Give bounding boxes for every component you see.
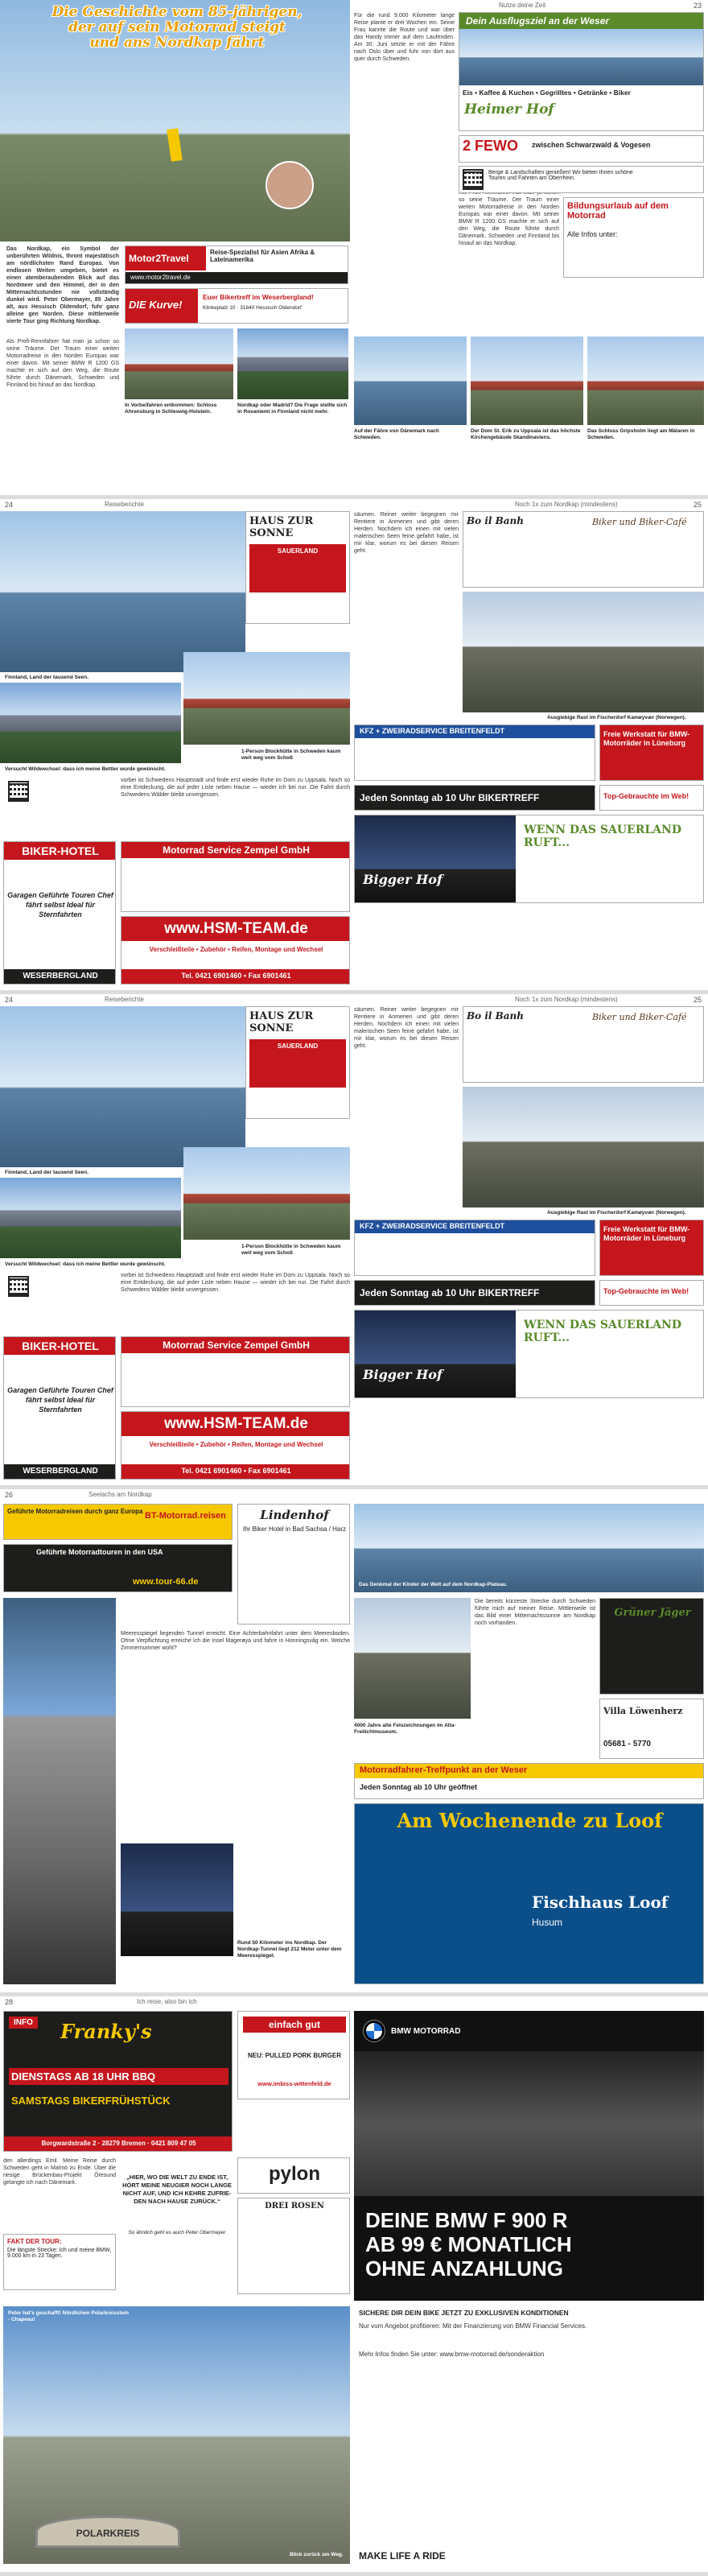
kfz-headline: KFZ + ZWEIRADSERVICE BREITENFELDT	[355, 725, 595, 738]
ad-kfz-breitenfeldt[interactable]	[354, 724, 595, 781]
fact-head: FAKT DER TOUR:	[7, 2238, 62, 2245]
page-header-right: Nutze deine Zeit	[499, 2, 546, 9]
caption-bikers: Versucht Wildwechsel: dass ich meine Bettler wurde gewünscht.	[5, 1261, 166, 1267]
ad-drei-rosen[interactable]	[237, 2198, 350, 2294]
body-left: vorbei ist Schwedens Hauptstadt und finde erst wieder Ruhe im Dom zu Uppsala. Noch so eine Entdeckung, die auf jeder Liste neben Hause — wieder ich bei nur. Die Fahrt durch Schwedens Wälder bleibt unvergessen.	[121, 778, 350, 798]
dreirosen-logo: DREI ROSEN	[265, 2202, 324, 2211]
biker-cafe-label: Biker und Biker-Café	[592, 517, 687, 527]
ad-top-gebrauchte[interactable]	[599, 1280, 704, 1306]
ad-haus-zur-sonne[interactable]	[245, 1006, 350, 1119]
ad-bildungsurlaub[interactable]	[563, 197, 704, 278]
quote: „HIER, WO DIE WELT ZU ENDE IST, HÖRT MEINE NEUGIER NOCH LANGE NICHT AUF, UND ICH KEHRE ZUFRIE-DEN NACH HAUSE ZURÜCK.“	[122, 2174, 232, 2205]
photo-dom-uppsala	[471, 336, 583, 425]
ad-hsm-team[interactable]	[121, 916, 350, 985]
qr-code-icon	[463, 169, 484, 190]
qr-code-icon	[8, 781, 29, 802]
bmw-headline-2: AB 99 € MONATLICH	[365, 2232, 572, 2256]
bt-sub: Geführte Motorradreisen durch ganz Europa	[7, 1508, 143, 1515]
bikerhotel-logo: BIKER-HOTEL	[4, 842, 116, 860]
bmw-brand: BMW MOTORRAD	[391, 2027, 461, 2036]
heimer-logo: Heimer Hof	[464, 101, 554, 118]
sauerland-headline: WENN DAS SAUERLAND RUFT...	[524, 824, 681, 849]
photo-polarkreis	[3, 2306, 350, 2564]
frankys-logo: Franky's	[60, 2020, 152, 2043]
ad-gruener-jaeger[interactable]	[599, 1598, 704, 1695]
ad-zempel[interactable]	[121, 841, 350, 912]
hsm-phone: Tel. 0421 6901460 • Fax 6901461	[121, 1464, 350, 1479]
villa-logo: Villa Löwenherz	[603, 1706, 683, 1716]
lindenhof-sub: Ihr Biker Hotel in Bad Sachsa / Harz	[242, 1525, 347, 1533]
heimer-headline: Dein Ausflugsziel an der Weser	[459, 13, 704, 29]
kurve-text: Euer Bikertreff im Weserbergland!	[203, 293, 314, 301]
werkstatt-text: Freie Werkstatt für BMW-Motorräder in Lüneburg	[603, 1225, 690, 1242]
bikerhotel-region: WESERBERGLAND	[4, 1464, 116, 1479]
ad-imbiss-wittenfeld[interactable]	[237, 2011, 350, 2099]
photo-felszeichnungen	[354, 1598, 471, 1719]
sonne-location: SAUERLAND	[249, 544, 346, 592]
ad-fischhaus-loof[interactable]	[354, 1803, 704, 1984]
ad-biker-hotel[interactable]	[3, 1336, 116, 1480]
zempel-headline: Motorrad Service Zempel GmbH	[121, 842, 350, 858]
ad-bo-il-banh[interactable]	[463, 511, 704, 588]
werkstatt-text: Freie Werkstatt für BMW-Motorräder in Lüneburg	[603, 730, 690, 747]
ad-bmw-f900r[interactable]	[354, 2011, 704, 2301]
usa-url[interactable]: www.tour-66.de	[133, 1577, 199, 1587]
bt-logo: BT-Motorrad.reisen	[145, 1511, 226, 1521]
caption-blockhuette: 1-Person Blockhütte in Schweden kaum weit weg vom Schoß	[241, 1244, 341, 1256]
ad-pylon[interactable]	[237, 2157, 350, 2194]
fewo-text: zwischen Schwarzwald & Vogesen	[532, 141, 651, 149]
wochenende-headline: Am Wochenende zu Loof	[397, 1809, 663, 1832]
hsm-services: Verschleißteile • Zubehör • Reifen, Montage und Wechsel	[149, 1441, 323, 1448]
treffpunkt-sub: Jeden Sonntag ab 10 Uhr geöffnet	[360, 1783, 478, 1791]
body-column-3: so seine Träume. Der Traum einer weiten Motorradreise in den Norden Europas war einer davon. Mit seiner BMW R 1200 GS machte er sich auf den Weg, die Route führte durch Dänemark, Schweden und Finnland bis hinauf an das Nordkap.	[459, 197, 559, 246]
bmw-headline-3: OHNE ANZAHLUNG	[365, 2256, 564, 2281]
page-number-25: 25	[694, 996, 702, 1004]
bo-logo: Bo il Banh	[467, 515, 524, 526]
biggerhof-logo: Bigger Hof	[363, 1367, 442, 1382]
ad-zempel[interactable]	[121, 1336, 350, 1407]
villa-phone: 05681 - 5770	[603, 1740, 651, 1748]
bo-logo: Bo il Banh	[467, 1010, 524, 1022]
ad-bo-il-banh[interactable]	[463, 1006, 704, 1083]
quote-attribution: So ähnlich geht es auch Peter Obermayer	[128, 2230, 226, 2235]
hsm-phone: Tel. 0421 6901460 • Fax 6901461	[121, 969, 350, 984]
bikerhotel-features: Garagen Geführte Touren Chef fährt selbst Ideal für Sternfahrten	[7, 1386, 113, 1414]
ad-biker-hotel[interactable]	[3, 841, 116, 985]
caption-denkmal: Das Denkmal der Kinder der Welt auf dem Nordkap-Plateau.	[359, 1582, 508, 1587]
photo-tunnel-rider	[3, 1598, 116, 1984]
ad-die-kurve[interactable]	[125, 288, 348, 324]
ad-motor2travel[interactable]	[125, 246, 348, 284]
ad-kfz-breitenfeldt[interactable]	[354, 1220, 595, 1276]
bmw-claim: MAKE LIFE A RIDE	[359, 2550, 446, 2562]
caption-kamoyvaer: Ausgiebige Rast im Fischerdorf Kamøyvær (Norwegen).	[547, 1210, 686, 1216]
caption-ahrensburg: In Vorbeifahren entkommen: Schloss Ahrensburg in Schleswig-Holstein.	[125, 402, 217, 415]
bikertreff-text: Jeden Sonntag ab 10 Uhr BIKERTREFF	[360, 792, 540, 803]
biker-cafe-label: Biker und Biker-Café	[592, 1012, 687, 1022]
photo-faehre	[354, 336, 467, 425]
ad-hsm-team[interactable]	[121, 1411, 350, 1480]
photo-schloss-ahrensburg	[125, 328, 233, 399]
page-26-27	[0, 1489, 708, 1992]
caption-tunnel: Rund 50 Kilometer ins Nordkap. Der Nordkap-Tunnel liegt 212 Meter unter dem Meeresspiegel.	[237, 1940, 342, 1959]
photo-blockhuette	[183, 1147, 350, 1240]
title-line-2: der auf sein Motorrad steigt	[68, 19, 286, 35]
page-header-right: Noch 1x zum Nordkap (mindestens)	[515, 501, 618, 508]
ad-frankys[interactable]	[3, 2011, 233, 2152]
treffpunkt-headline: Motorradfahrer-Treffpunkt an der Weser	[355, 1764, 704, 1778]
imbiss-logo: einfach gut	[243, 2017, 346, 2033]
heimer-photo	[459, 29, 704, 85]
body-left: Meeresspiegel liegenden Tunnel erreicht. Eine Achterbahnfahrt unter dem Meeresboden. Ohne Verpflichtung erreiche ich die Insel Magerøya und fahre in Honningsvåg ein. Welche Zimmernummer wohl?	[121, 1631, 350, 1651]
caption-polarkreis: Peter hat's geschafft! Nördlichen Polarkreisstein - Chapeau!	[8, 2310, 130, 2322]
bildung-sub: Alle Infos unter:	[567, 230, 618, 238]
page-28-29	[0, 1996, 708, 2572]
ad-bigger-hof[interactable]	[354, 815, 704, 903]
photo-nordkap-madrid-sign	[237, 328, 348, 399]
bmw-headline-1: DEINE BMW F 900 R	[365, 2208, 568, 2232]
body-column-2: Für die rund 9.000 Kilometer lange Reise plante er drei Wochen ein. Seine Frau kannte die Route und war über das Handy immer auf dem Laufenden. Am 30. Juni setzte er mit der Fähre nach Oslo über und fuhr von dort aus quer durch Schweden.	[354, 13, 455, 62]
ad-bmw-werkstatt[interactable]	[599, 724, 704, 781]
road-sign-icon	[167, 128, 182, 162]
hsm-url[interactable]: www.HSM-TEAM.de	[121, 1412, 350, 1436]
biggerhof-photo	[355, 1311, 516, 1398]
ad-bmw-werkstatt[interactable]	[599, 1220, 704, 1276]
pylon-logo: pylon	[269, 2163, 320, 2185]
body-left: den allerdings Emil. Meine Reise durch Schweden geht in Malmö zu Ende. Über die riesige Brückenbau-Projekt Öresund gelangte ich nach Dänemark.	[3, 2158, 116, 2186]
title-line-1: Die Geschichte vom 85-jährigen,	[51, 4, 303, 20]
caption-gripsholm: Das Schloss Gripsholm liegt am Mälaren in Schweden.	[587, 428, 695, 440]
ad-haus-zur-sonne[interactable]	[245, 511, 350, 624]
body-left: vorbei ist Schwedens Hauptstadt und finde erst wieder Ruhe im Dom zu Uppsala. Noch so eine Entdeckung, die auf jeder Liste neben Hause — wieder ich bei nur. Die Fahrt durch Schwedens Wälder bleibt unvergessen.	[121, 1273, 350, 1293]
page-header-left: Seelachs am Nordkap	[88, 1491, 152, 1498]
fact-text: Die längste Strecke: Ich und meine BMW, 9.000 km in 23 Tagen.	[7, 2248, 112, 2259]
polarkreis-sign: POLARKREIS	[35, 2516, 180, 2548]
gruener-logo: Grüner Jäger	[614, 1607, 691, 1619]
caption-faehre: Auf der Fähre von Dänemark nach Schweden.	[354, 428, 439, 440]
bmw-text: Nur vom Angebot profitieren: Mit der Finanzierung von BMW Financial Services.	[359, 2322, 587, 2330]
motor2travel-text: Reise-Spezialist für Asien Afrika & Lateinamerika	[210, 249, 315, 263]
ad-lindenhof[interactable]	[237, 1504, 350, 1624]
hsm-services: Verschleißteile • Zubehör • Reifen, Montage und Wechsel	[149, 946, 323, 953]
photo-nordkap-tunnel	[121, 1843, 233, 1956]
page-header-left: Reiseberichte	[105, 996, 144, 1003]
photo-bikers	[0, 683, 181, 763]
hsm-url[interactable]: www.HSM-TEAM.de	[121, 917, 350, 941]
photo-kamoyvaer	[463, 592, 704, 712]
page-number-24: 24	[5, 996, 14, 1004]
fact-box	[3, 2234, 116, 2290]
photo-schloss-gripsholm	[587, 336, 704, 425]
avatar-peter	[266, 161, 314, 209]
sonne-location: SAUERLAND	[249, 1039, 346, 1088]
bikertreff-text: Jeden Sonntag ab 10 Uhr BIKERTREFF	[360, 1287, 540, 1298]
page-24-25-a	[0, 499, 708, 990]
motor2travel-logo: Motor2Travel	[126, 246, 206, 270]
photo-finnland-lake	[0, 511, 245, 672]
ad-bigger-hof[interactable]	[354, 1310, 704, 1398]
ad-bikertreff[interactable]	[354, 785, 595, 811]
motor2travel-url[interactable]: www.motor2travel.de	[126, 272, 348, 283]
gebrauchte-text: Top-Gebrauchte im Web!	[603, 1287, 689, 1295]
caption-kamoyvaer: Ausgiebige Rast im Fischerdorf Kamøyvær (Norwegen).	[547, 715, 686, 720]
sonne-logo: HAUS ZUR SONNE	[249, 1010, 314, 1034]
ad-heimer-hof[interactable]	[459, 12, 704, 131]
caption-blockhuette: 1-Person Blockhütte in Schweden kaum weit weg vom Schoß	[241, 749, 341, 761]
photo-denkmal	[354, 1504, 704, 1592]
photo-bikers	[0, 1178, 181, 1258]
frankys-dienstags: DIENSTAGS AB 18 UHR BBQ	[9, 2068, 228, 2085]
page-number-26: 26	[5, 1491, 14, 1499]
heimer-items: Eis • Kaffee & Kuchen • Gegrilltes • Getränke • Biker	[463, 89, 631, 97]
imbiss-url[interactable]: www.imbiss-wittenfeld.de	[257, 2080, 331, 2087]
biggerhof-logo: Bigger Hof	[363, 872, 442, 887]
fischhaus-location: Husum	[532, 1917, 563, 1928]
ad-top-gebrauchte[interactable]	[599, 785, 704, 811]
bmw-more: Mehr Infos finden Sie unter: www.bmw-motorrad.de/sonderaktion	[359, 2351, 545, 2358]
biggerhof-photo	[355, 815, 516, 903]
caption-finnland: Finnland, Land der tausend Seen.	[5, 1170, 89, 1175]
qr-code-icon	[8, 1276, 29, 1297]
ad-bt-motorrad[interactable]	[3, 1504, 233, 1540]
ad-villa-loewenherz[interactable]	[599, 1699, 704, 1759]
kurve-logo: DIE Kurve!	[126, 289, 198, 324]
ad-berge-landschaften[interactable]	[459, 166, 704, 193]
berge-text: Berge & Landschaften genießen! Wir bieten Ihnen schöne Touren und Fahrten am Oberrhein.	[488, 170, 633, 181]
photo-kamoyvaer	[463, 1087, 704, 1208]
page-24-25-b	[0, 994, 708, 1485]
page-number-28: 28	[5, 1998, 14, 2006]
info-badge: INFO	[9, 2017, 38, 2029]
bikerhotel-logo: BIKER-HOTEL	[4, 1337, 116, 1355]
photo-blockhuette	[183, 652, 350, 745]
kfz-headline: KFZ + ZWEIRADSERVICE BREITENFELDT	[355, 1220, 595, 1233]
page-number-23: 23	[694, 2, 702, 10]
body-column-1: Als Profi-Rennfahrer hat man ja schon so seine Träume. Der Traum einer weiten Motorradreise in den Norden Europas war einer davon. Mit seiner BMW R 1200 GS machte er sich auf den Weg, die Route führte durch Dänemark, Schweden und Finnland bis hinauf an das Nordkap.	[6, 339, 119, 388]
lead-text: Das Nordkap, ein Symbol der unberührten Wildnis, thront majestätisch am nördlichsten Rand Europas. Von endlosen Weiten umgeben, bietet es einen atemberaubenden Blick auf das Nordmeer und den Himmel, der in den Mitternachtsstunden nie vollständig dunkel wird. Peter Obermayer, 85 Jahre alt, aus Hessisch Oldendorf, fuhr ganz alleine gen Norden. Diese mittlerweile vierte Tour ging Richtung Nordkap.	[6, 246, 119, 324]
title-line-3: und ans Nordkap fährt	[89, 35, 265, 51]
page-header-left: Ich reise, also bin ich	[137, 1998, 197, 2005]
kurve-address: Klinkeplatz 10 · 31840 Hessisch Oldendorf	[203, 305, 302, 311]
sonne-logo: HAUS ZUR SONNE	[249, 515, 314, 539]
page-number-25: 25	[694, 501, 702, 509]
caption-uppsala: Der Dom St. Erik zu Uppsala ist das höchste Kirchengebäude Skandinaviens.	[471, 428, 581, 440]
body-right: säumen. Reiner weiter begegnen mir Rentiere in Anmenen und gibt deren Herden. Nochdem ich einen mit vielen malerischen Seen feine gefahrt habe, ist mir klar, worum es bei diesen Reisen geht.	[354, 512, 459, 554]
ad-bikertreff[interactable]	[354, 1280, 595, 1306]
ad-treffpunkt-weser[interactable]	[354, 1763, 704, 1799]
zempel-headline: Motorrad Service Zempel GmbH	[121, 1337, 350, 1353]
caption-bikers: Versucht Wildwechsel: dass ich meine Bettler wurde gewünscht.	[5, 766, 166, 772]
page-header-right: Noch 1x zum Nordkap (mindestens)	[515, 996, 618, 1003]
caption-nordkap-madrid: Nordkap oder Madrid? Die Frage stellte sich in Rovaniemi in Finnland nicht mehr.	[237, 402, 348, 415]
ad-2-fewo[interactable]	[459, 135, 704, 163]
fischhaus-logo: Fischhaus Loof	[532, 1893, 669, 1912]
page-header-left: Reiseberichte	[105, 501, 144, 508]
bikerhotel-region: WESERBERGLAND	[4, 969, 116, 984]
bildung-headline: Bildungsurlaub auf dem Motorrad	[567, 201, 669, 221]
usa-headline: Geführte Motorradtouren in den USA	[36, 1548, 163, 1556]
sauerland-headline: WENN DAS SAUERLAND RUFT...	[524, 1319, 681, 1344]
caption-felszeichnungen: 4000 Jahre alte Felszeichnungen im Alta-Freilichtmuseum.	[354, 1723, 456, 1735]
page-number-24: 24	[5, 501, 14, 509]
page-22-23	[0, 0, 708, 495]
caption-back: Blick zurück am Weg.	[290, 2552, 344, 2557]
frankys-samstags: SAMSTAGS BIKERFRÜHSTÜCK	[11, 2095, 171, 2107]
article-title	[8, 5, 346, 51]
photo-finnland-lake	[0, 1006, 245, 1167]
bmw-logo-icon	[364, 2021, 385, 2041]
body-right: Die bereits kürzeste Strecke durch Schweden führte mich auf meiner Reise. Mittlerweile ist das Bild einer Mitternachtssonne am Nordkap noch vorhanden.	[475, 1599, 595, 1626]
fewo-headline: 2 FEWO	[463, 138, 519, 154]
bmw-motorcycle-photo	[354, 2051, 704, 2196]
bmw-subhead: SICHERE DIR DEIN BIKE JETZT ZU EXKLUSIVEN KONDITIONEN	[359, 2309, 569, 2317]
lindenhof-logo: Lindenhof	[260, 1508, 329, 1522]
body-right: säumen. Reiner weiter begegnen mir Rentiere in Anmenen und gibt deren Herden. Nochdem ich einen mit vielen malerischen Seen feine gefahrt habe, ist mir klar, worum es bei diesen Reisen geht.	[354, 1007, 459, 1049]
frankys-address: Borgwardstraße 2 · 28279 Bremen · 0421 809 47 05	[4, 2136, 233, 2151]
imbiss-sub: NEU: PULLED PORK BURGER	[247, 2052, 341, 2059]
ad-tour-66[interactable]	[3, 1544, 233, 1592]
gebrauchte-text: Top-Gebrauchte im Web!	[603, 792, 689, 800]
bikerhotel-features: Garagen Geführte Touren Chef fährt selbst Ideal für Sternfahrten	[7, 891, 113, 919]
caption-finnland: Finnland, Land der tausend Seen.	[5, 675, 89, 680]
